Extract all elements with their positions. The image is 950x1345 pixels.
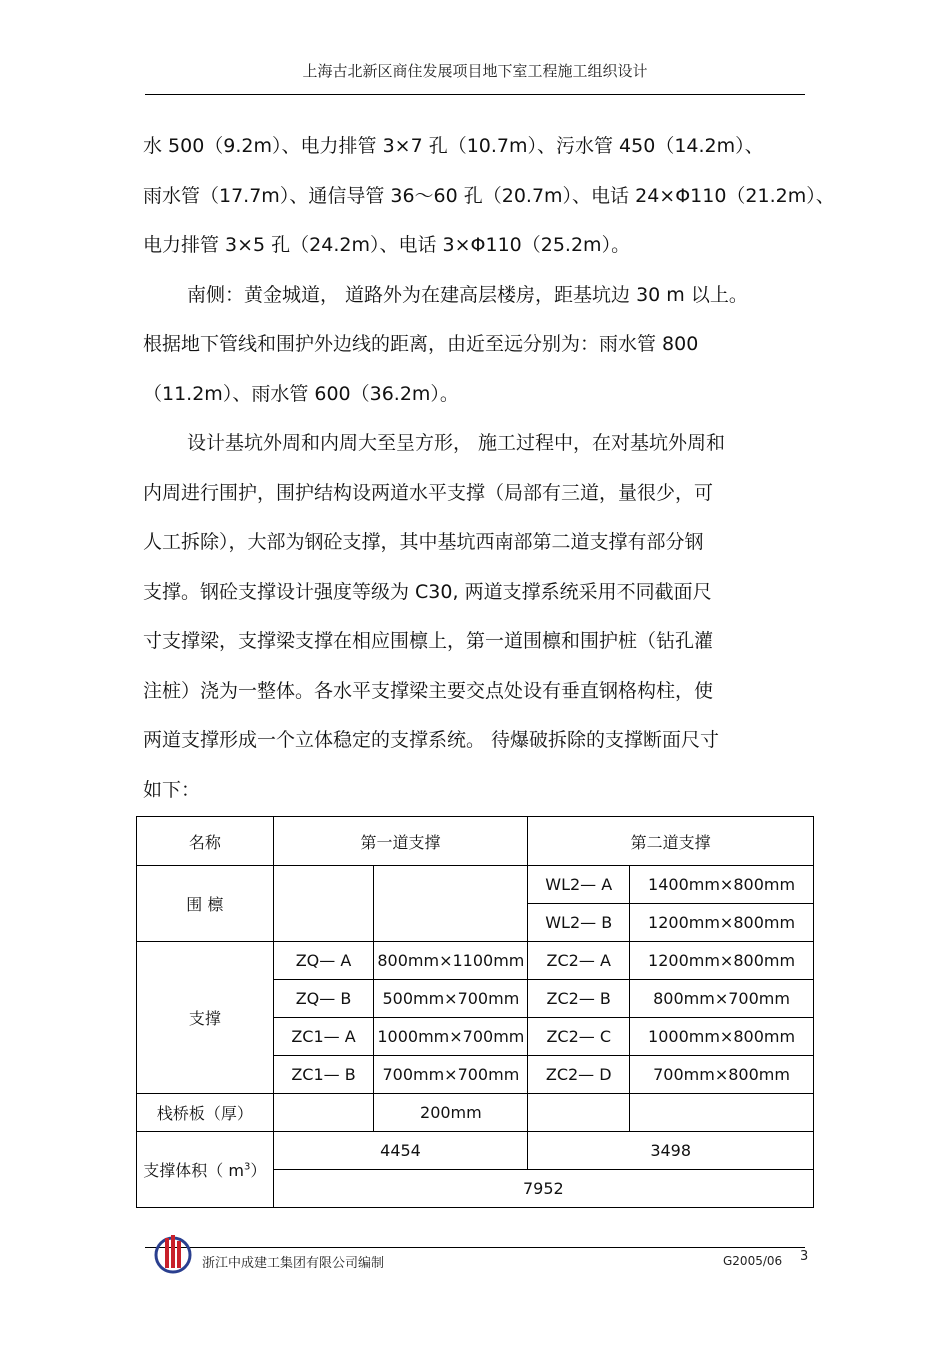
weilin-label-cell: 围 檩 [137, 866, 274, 942]
volume-first-cell: 4454 [273, 1132, 528, 1170]
table-cell: ZQ— A [273, 942, 374, 980]
volume-label-text: 支撑体积（ m [143, 1161, 244, 1180]
page-number: 3 [800, 1249, 809, 1264]
paragraph-line: 支撑。钢砼支撑设计强度等级为 C30, 两道支撑系统采用不同截面尺 [143, 580, 712, 603]
table-cell: ZC2— D [528, 1056, 630, 1094]
table-cell: WL2— A [528, 866, 630, 904]
table-cell: ZQ— B [273, 980, 374, 1018]
table-row [137, 866, 814, 904]
paragraph-line: 人工拆除），大部为钢砼支撑，其中基坑西南部第二道支撑有部分钢 [143, 531, 704, 553]
table-cell: 1000mm×700mm [374, 1018, 528, 1056]
page-header-title: 上海古北新区商住发展项目地下室工程施工组织设计 [302, 62, 648, 80]
table-header-row [137, 817, 814, 866]
support-dimension-table [136, 816, 814, 1208]
paragraph-line: 注桩）浇为一整体。各水平支撑梁主要交点处设有垂直钢格构柱，使 [143, 679, 714, 702]
table-cell: ZC1— A [273, 1018, 374, 1056]
paragraph-line: （11.2m）、雨水管 600（36.2m）。 [143, 382, 459, 405]
body-text [143, 122, 835, 815]
header-rule [145, 94, 805, 95]
zhicheng-label-cell: 支撑 [137, 942, 274, 1094]
footer-date: G2005/06 [723, 1254, 783, 1268]
footer-rule [145, 1247, 805, 1248]
table-cell: ZC1— B [273, 1056, 374, 1094]
zhanqiao-label-cell: 栈桥板（厚） [137, 1094, 274, 1132]
paragraph-line: 设计基坑外周和内周大至呈方形， 施工过程中，在对基坑外周和 [187, 432, 726, 454]
table-cell: 1000mm×800mm [630, 1018, 814, 1056]
table-cell [273, 1094, 374, 1132]
table-cell: 800mm×700mm [630, 980, 814, 1018]
paragraph-line: 寸支撑梁，支撑梁支撑在相应围檩上，第一道围檩和围护桩（钻孔灌 [143, 630, 714, 652]
header-first-support-cell: 第一道支撑 [273, 817, 528, 866]
volume-label-cell [137, 1132, 274, 1208]
paragraph-line: 水 500（9.2m）、电力排管 3×7 孔（10.7m）、污水管 450（14.2m）、 [143, 135, 764, 157]
table-cell: 500mm×700mm [374, 980, 528, 1018]
table-cell [630, 1094, 814, 1132]
table-cell: ZC2— B [528, 980, 630, 1018]
paragraph-line: 两道支撑形成一个立体稳定的支撑系统。 待爆破拆除的支撑断面尺寸 [143, 729, 720, 751]
table-cell: 800mm×1100mm [374, 942, 528, 980]
paragraph-line: 电力排管 3×5 孔（24.2m）、电话 3×Φ110（25.2m）。 [143, 234, 631, 256]
header-name-cell: 名称 [137, 817, 274, 866]
paragraph-line: 根据地下管线和围护外边线的距离，由近至远分别为：雨水管 800 [143, 333, 699, 355]
header-second-support-cell: 第二道支撑 [528, 817, 814, 866]
volume-label-end: ） [250, 1161, 267, 1180]
table-cell [528, 1094, 630, 1132]
table-cell: 700mm×700mm [374, 1056, 528, 1094]
table-cell [273, 866, 374, 942]
paragraph-line: 雨水管（17.7m）、通信导管 36～60 孔（20.7m）、电话 24×Φ110（21.2m）、 [143, 184, 835, 207]
paragraph-line: 内周进行围护，围护结构设两道水平支撑（局部有三道，量很少，可 [143, 481, 714, 504]
company-logo-icon [152, 1232, 194, 1274]
table-cell: 700mm×800mm [630, 1056, 814, 1094]
table-cell: ZC2— A [528, 942, 630, 980]
paragraph-line: 如下： [143, 778, 201, 801]
table-cell: 1400mm×800mm [630, 866, 814, 904]
zhanqiao-value-cell: 200mm [374, 1094, 528, 1132]
table-row [137, 1094, 814, 1132]
volume-label-superscript: 3 [243, 1161, 251, 1173]
table-cell: 1200mm×800mm [630, 904, 814, 942]
volume-second-cell: 3498 [528, 1132, 814, 1170]
table-cell: 1200mm×800mm [630, 942, 814, 980]
footer-company: 浙江中成建工集团有限公司编制 [202, 1256, 385, 1271]
table-cell: ZC2— C [528, 1018, 630, 1056]
table-row [137, 1132, 814, 1170]
table-row [137, 942, 814, 980]
table-cell [374, 866, 528, 942]
paragraph-line: 南侧：黄金城道， 道路外为在建高层楼房，距基坑边 30 m 以上。 [187, 283, 748, 306]
table-cell: WL2— B [528, 904, 630, 942]
volume-total-cell: 7952 [273, 1170, 813, 1208]
